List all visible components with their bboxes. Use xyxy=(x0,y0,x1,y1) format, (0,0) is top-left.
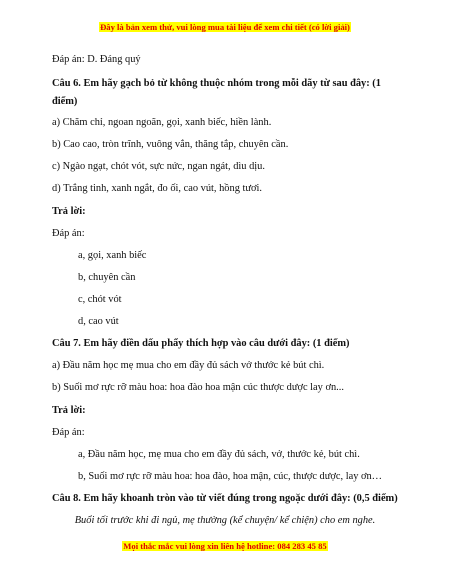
question-7-answer-b: b, Suối mơ rực rỡ màu hoa: hoa đào, hoa mận, cúc, thược dược, lay ơn… xyxy=(78,471,383,482)
question-6-answer-c: c, chót vót xyxy=(78,294,122,305)
question-6-answer-label: Đáp án: xyxy=(52,228,85,239)
question-6-answer-b: b, chuyên cần xyxy=(78,272,136,283)
question-6-title-line2: điểm) xyxy=(52,96,78,107)
question-6-title-line1: Câu 6. Em hãy gạch bỏ từ không thuộc nhóm trong mỗi dãy từ sau đây: (1 xyxy=(52,78,381,89)
question-6-answer-heading: Trả lời: xyxy=(52,206,86,217)
question-6-answer-d: d, cao vút xyxy=(78,316,119,327)
question-7-answer-a: a, Đầu năm học, mẹ mua cho em đầy đủ sách, vở, thước kẻ, bút chì. xyxy=(78,449,360,460)
question-6-answer-a: a, gọi, xanh biếc xyxy=(78,250,147,261)
question-7-title: Câu 7. Em hãy điền dấu phẩy thích hợp vào câu dưới đây: (1 điểm) xyxy=(52,338,350,349)
preview-notice-text: Đây là bản xem thử, vui lòng mua tài liệu để xem chi tiết (có lời giải) xyxy=(100,22,350,32)
preview-notice-banner xyxy=(0,22,450,32)
question-8-sentence: Buổi tối trước khi đi ngủ, mẹ thường (kể chuyện/ kể chiện) cho em nghe. xyxy=(74,515,376,526)
question-7-answer-label: Đáp án: xyxy=(52,427,85,438)
question-7-answer-heading: Trả lời: xyxy=(52,405,86,416)
question-6-option-b: b) Cao cao, tròn trĩnh, vuông vắn, thăng tắp, chuyên cần. xyxy=(52,139,289,150)
hotline-banner xyxy=(0,541,450,551)
question-6-option-a: a) Chăm chỉ, ngoan ngoãn, gọi, xanh biếc, hiền lành. xyxy=(52,117,272,128)
hotline-text: Mọi thắc mắc vui lòng xin liên hệ hotline: 084 283 45 85 xyxy=(123,541,327,551)
question-6-option-c: c) Ngào ngạt, chót vót, sực nức, ngan ngát, dìu dịu. xyxy=(52,161,265,172)
previous-answer: Đáp án: D. Đáng quý xyxy=(52,54,141,65)
question-7-item-b: b) Suối mơ rực rỡ màu hoa: hoa đào hoa mận cúc thược dược lay ơn... xyxy=(52,382,344,393)
question-8-title: Câu 8. Em hãy khoanh tròn vào từ viết đúng trong ngoặc dưới đây: (0,5 điểm) xyxy=(52,493,398,504)
question-6-option-d: d) Trắng tinh, xanh ngắt, đo ối, cao vút, hồng tươi. xyxy=(52,183,262,194)
question-7-item-a: a) Đầu năm học mẹ mua cho em đầy đủ sách vở thước kẻ bút chì. xyxy=(52,360,325,371)
